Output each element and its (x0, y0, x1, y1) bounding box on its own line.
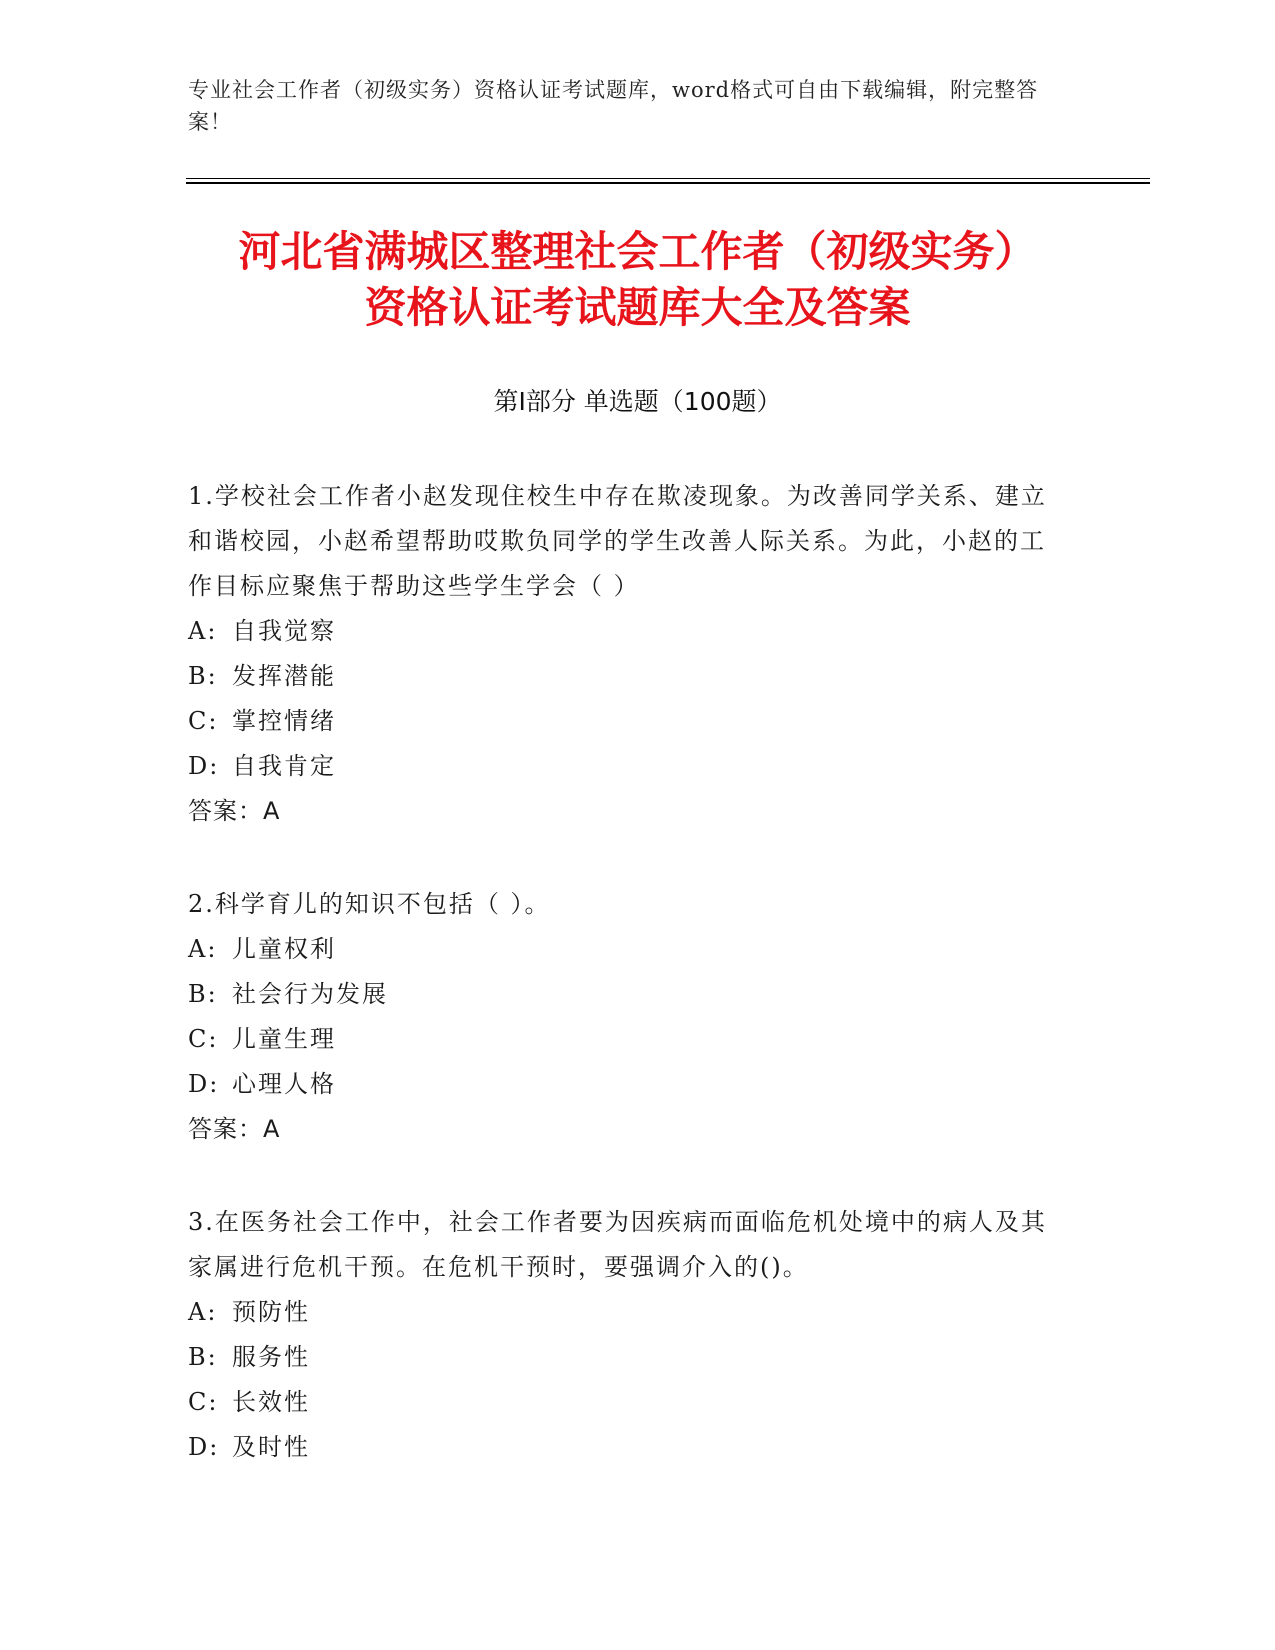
option-a (188, 1290, 1068, 1335)
option-key: D: (188, 1433, 220, 1461)
option-text: 儿童权利 (232, 935, 336, 963)
option-b (188, 972, 1068, 1017)
question-stem: 3.在医务社会工作中，社会工作者要为因疾病而面临危机处境中的病人及其家属进行危机干预。在危机干预时，要强调介入的()。 (188, 1208, 1047, 1281)
question-stem: 2.科学育儿的知识不包括（ ）。 (188, 890, 551, 918)
header-divider-thick (186, 182, 1150, 184)
answer-value: A (263, 1115, 281, 1143)
option-a (188, 609, 1068, 654)
answer-value: A (263, 797, 281, 825)
option-text: 自我觉察 (232, 617, 336, 645)
option-text: 发挥潜能 (232, 662, 336, 690)
option-d (188, 1062, 1068, 1107)
option-text: 儿童生理 (232, 1025, 336, 1053)
option-b (188, 654, 1068, 699)
option-text: 自我肯定 (232, 752, 336, 780)
option-d (188, 1425, 1068, 1470)
option-b (188, 1335, 1068, 1380)
document-title-line-2: 资格认证考试题库大全及答案 (364, 283, 911, 332)
option-key: B: (188, 662, 218, 690)
option-key: A: (188, 617, 218, 645)
question-3 (188, 1200, 1068, 1470)
answer-label: 答案： (188, 1115, 263, 1143)
option-key: C: (188, 707, 219, 735)
option-text: 预防性 (232, 1298, 310, 1326)
question-stem: 1.学校社会工作者小赵发现住校生中存在欺凌现象。为改善同学关系、建立和谐校园，小赵希望帮助哎欺负同学的学生改善人际关系。为此，小赵的工作目标应聚焦于帮助这些学生学会（ ） (188, 482, 1047, 600)
option-c (188, 1380, 1068, 1425)
option-key: A: (188, 1298, 218, 1326)
option-key: B: (188, 980, 218, 1008)
option-text: 社会行为发展 (232, 980, 388, 1008)
option-key: D: (188, 1070, 220, 1098)
option-c (188, 699, 1068, 744)
option-text: 服务性 (232, 1343, 310, 1371)
answer-line (188, 1107, 1068, 1152)
option-key: C: (188, 1025, 219, 1053)
section-title: 第Ⅰ部分 单选题（100题） (493, 387, 782, 416)
option-text: 及时性 (232, 1433, 310, 1461)
header-divider-thin (186, 178, 1150, 179)
option-text: 掌控情绪 (232, 707, 336, 735)
document-title (140, 224, 1135, 336)
option-a (188, 927, 1068, 972)
answer-line (188, 789, 1068, 834)
option-text: 长效性 (232, 1388, 310, 1416)
question-2 (188, 882, 1068, 1152)
option-key: D: (188, 752, 220, 780)
option-d (188, 744, 1068, 789)
option-c (188, 1017, 1068, 1062)
question-1 (188, 474, 1068, 834)
document-title-line-1: 河北省满城区整理社会工作者（初级实务） (238, 227, 1037, 276)
header-note: 专业社会工作者（初级实务）资格认证考试题库，word格式可自由下载编辑，附完整答案！ (188, 78, 1039, 134)
option-key: B: (188, 1343, 218, 1371)
option-key: C: (188, 1388, 219, 1416)
answer-label: 答案： (188, 797, 263, 825)
option-text: 心理人格 (232, 1070, 336, 1098)
option-key: A: (188, 935, 218, 963)
